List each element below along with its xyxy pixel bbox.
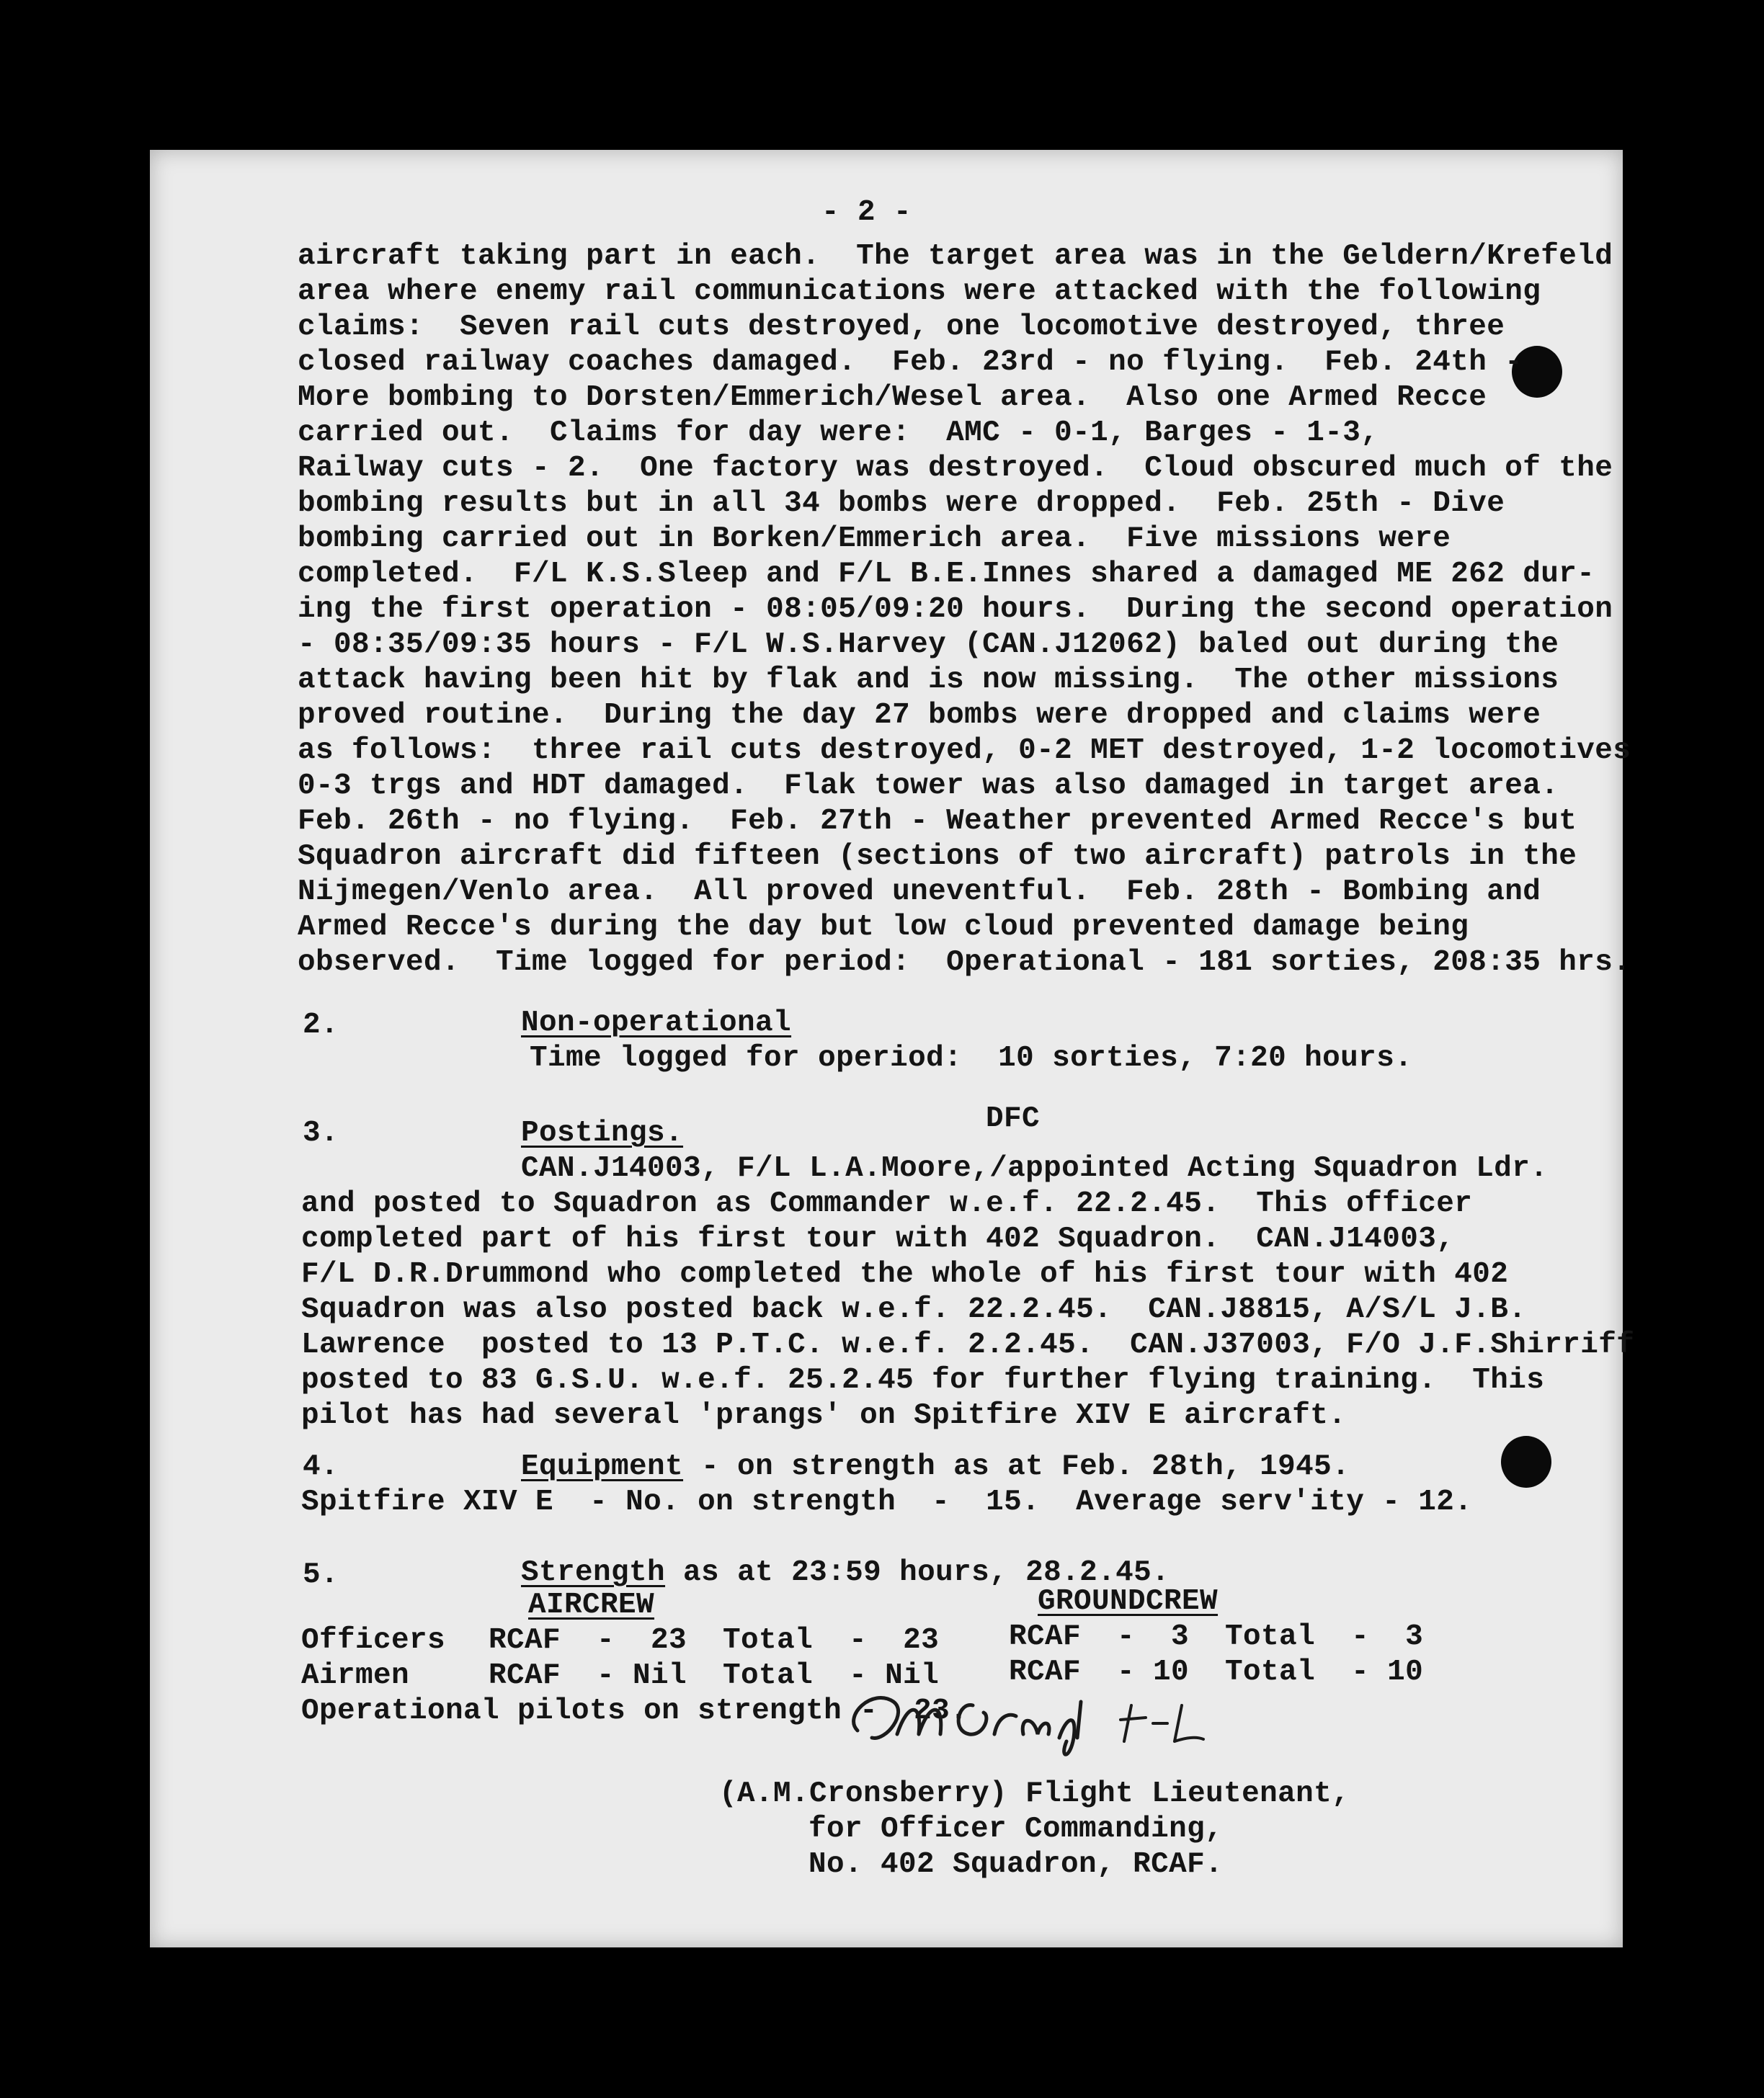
aircrew-label: AIRCREW <box>528 1589 655 1622</box>
signatory-for-line: for Officer Commanding, <box>808 1813 1224 1846</box>
section-4-heading: Equipment <box>521 1450 684 1483</box>
narrative-line: observed. Time logged for period: Operational - 181 sorties, 208:35 hrs. <box>298 946 1631 979</box>
postings-line: CAN.J14003, F/L L.A.Moore,/appointed Acting Squadron Ldr. <box>521 1152 1549 1185</box>
narrative-line: area where enemy rail communications were attacked with the following <box>298 275 1541 308</box>
narrative-line: Feb. 26th - no flying. Feb. 27th - Weather prevented Armed Recce's but <box>298 805 1577 838</box>
narrative-line: ing the first operation - 08:05/09:20 hours. During the second operation <box>298 593 1613 626</box>
narrative-line: - 08:35/09:35 hours - F/L W.S.Harvey (CAN.J12062) baled out during the <box>298 628 1559 661</box>
section-4-heading-line <box>521 1450 1350 1483</box>
postings-line: pilot has had several 'prangs' on Spitfire XIV E aircraft. <box>301 1399 1347 1432</box>
narrative-line: completed. F/L K.S.Sleep and F/L B.E.Innes shared a damaged ME 262 dur- <box>298 558 1595 591</box>
postings-line: Squadron was also posted back w.e.f. 22.2.45. CAN.J8815, A/S/L J.B. <box>301 1293 1527 1326</box>
punch-hole-bottom <box>1501 1436 1551 1488</box>
section-5-number: 5. <box>303 1558 339 1592</box>
narrative-line: proved routine. During the day 27 bombs were dropped and claims were <box>298 699 1541 732</box>
strength-groundcrew-value: RCAF - 10 Total - 10 <box>1009 1656 1424 1689</box>
narrative-line: Armed Recce's during the day but low cloud prevented damage being <box>298 911 1469 944</box>
narrative-line: carried out. Claims for day were: AMC - 0-1, Barges - 1-3, <box>298 416 1379 450</box>
narrative-line: claims: Seven rail cuts destroyed, one locomotive destroyed, three <box>298 311 1505 344</box>
section-3-number: 3. <box>303 1117 339 1150</box>
section-2-number: 2. <box>303 1009 339 1042</box>
equipment-line: Spitfire XIV E - No. on strength - 15. Average serv'ity - 12. <box>301 1486 1473 1519</box>
narrative-line: Railway cuts - 2. One factory was destroyed. Cloud obscured much of the <box>298 452 1613 485</box>
groundcrew-label: GROUNDCREW <box>1038 1585 1219 1618</box>
strength-groundcrew-value: RCAF - 3 Total - 3 <box>1009 1620 1424 1653</box>
narrative-line: closed railway coaches damaged. Feb. 23rd - no flying. Feb. 24th - <box>298 346 1523 379</box>
section-4-number: 4. <box>303 1450 339 1483</box>
narrative-line: Nijmegen/Venlo area. All proved uneventful. Feb. 28th - Bombing and <box>298 875 1541 909</box>
narrative-line: attack having been hit by flak and is now missing. The other missions <box>298 664 1559 697</box>
postings-line: posted to 83 G.S.U. w.e.f. 25.2.45 for further flying training. This <box>301 1364 1545 1397</box>
narrative-line: 0-3 trgs and HDT damaged. Flak tower was also damaged in target area. <box>298 769 1559 803</box>
narrative-line: as follows: three rail cuts destroyed, 0-2 MET destroyed, 1-2 locomotives <box>298 734 1631 767</box>
section-5-heading-rest: as at 23:59 hours, 28.2.45. <box>665 1556 1170 1589</box>
page-number: - 2 - <box>821 196 912 229</box>
narrative-line: bombing results but in all 34 bombs were dropped. Feb. 25th - Dive <box>298 487 1505 520</box>
strength-aircrew-value: RCAF - 23 Total - 23 <box>489 1624 940 1657</box>
signatory-unit: No. 402 Squadron, RCAF. <box>808 1848 1224 1881</box>
section-4-heading-rest: - on strength as at Feb. 28th, 1945. <box>683 1450 1350 1483</box>
section-3-heading: Postings. <box>521 1117 684 1150</box>
strength-aircrew-value: RCAF - Nil Total - Nil <box>489 1659 940 1692</box>
section-2-text: Time logged for operiod: 10 sorties, 7:20 hours. <box>530 1042 1413 1075</box>
handwritten-signature <box>829 1673 1232 1767</box>
operational-pilots-line: Operational pilots on strength - 23. <box>301 1695 968 1728</box>
section-3-insertion: DFC <box>986 1102 1041 1135</box>
narrative-line: aircraft taking part in each. The target area was in the Geldern/Krefeld <box>298 240 1613 273</box>
postings-line: F/L D.R.Drummond who completed the whole of his first tour with 402 <box>301 1258 1509 1291</box>
section-2-heading: Non-operational <box>521 1006 792 1040</box>
signatory-name-rank: (A.M.Cronsberry) Flight Lieutenant, <box>719 1777 1350 1811</box>
strength-row-label: Officers <box>301 1624 446 1657</box>
postings-line: Lawrence posted to 13 P.T.C. w.e.f. 2.2.45. CAN.J37003, F/O J.F.Shirriff <box>301 1329 1635 1362</box>
narrative-line: More bombing to Dorsten/Emmerich/Wesel area. Also one Armed Recce <box>298 381 1487 414</box>
narrative-line: Squadron aircraft did fifteen (sections of two aircraft) patrols in the <box>298 840 1577 873</box>
narrative-line: bombing carried out in Borken/Emmerich area. Five missions were <box>298 522 1451 555</box>
strength-row-label: Airmen <box>301 1659 410 1692</box>
postings-line: completed part of his first tour with 402 Squadron. CAN.J14003, <box>301 1223 1455 1256</box>
section-5-heading: Strength <box>521 1556 666 1589</box>
postings-line: and posted to Squadron as Commander w.e.f. 22.2.45. This officer <box>301 1187 1473 1220</box>
